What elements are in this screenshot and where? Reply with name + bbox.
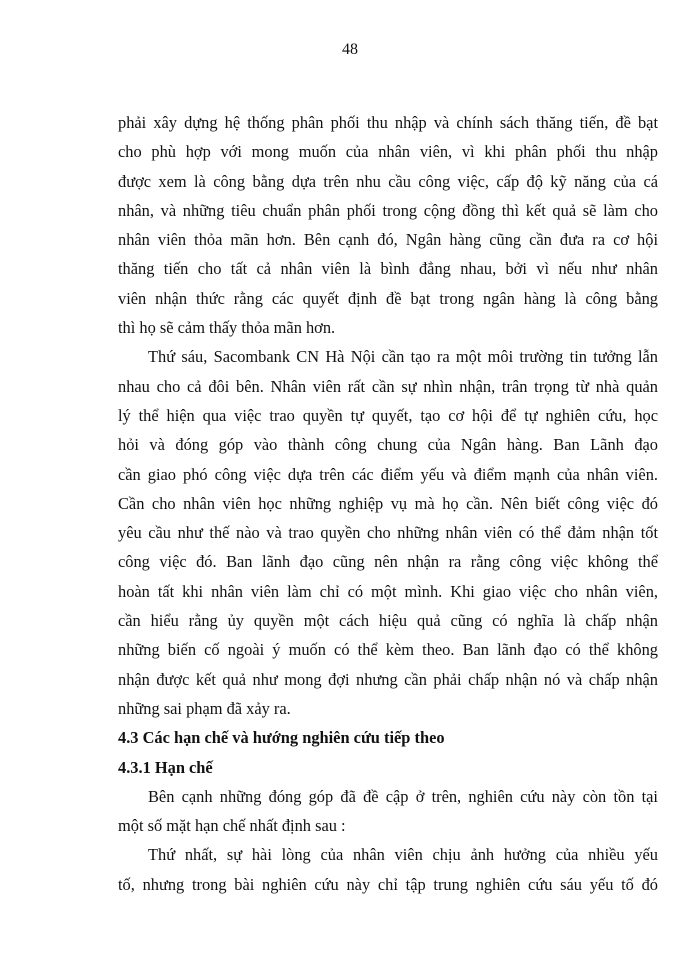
text-line: công việc đó. Ban lãnh đạo cũng nên nhận ra rằng công việc không thể — [118, 552, 658, 572]
text-line: phải xây dựng hệ thống phân phối thu nhập và chính sách thăng tiến, đề bạt — [118, 113, 658, 132]
text-line: cho phù hợp với mong muốn của nhân viên, vì khi phân phối thu nhập — [118, 142, 658, 162]
text-line: nhau cho cả đôi bên. Nhân viên rất cần sự nhìn nhận, trân trọng từ nhà quản — [118, 376, 658, 396]
text-line: hoàn tất khi nhân viên làm chỉ có một mình. Khi giao việc cho nhân viên, — [118, 581, 658, 601]
text-line: cần giao phó công việc dựa trên các điểm yếu và điểm mạnh của nhân viên. — [118, 464, 658, 484]
paragraph-1 — [118, 108, 658, 342]
page-number: 48 — [342, 41, 358, 58]
text-line: thì họ sẽ cảm thấy thỏa mãn hơn. — [118, 318, 336, 338]
text-line: cần hiểu rằng ủy quyền một cách hiệu quả cũng có nghĩa là chấp nhận — [118, 611, 658, 631]
text-line: Cần cho nhân viên học những nghiệp vụ mà họ cần. Nên biết công việc đó — [118, 493, 658, 513]
text-line: viên nhận thức rằng các quyết định đề bạt trong ngân hàng là công bằng — [118, 288, 658, 308]
text-line: được xem là công bằng dựa trên nhu cầu công việc, cấp độ kỹ năng của cá — [118, 171, 658, 191]
document-body — [118, 108, 658, 899]
text-line: một số mặt hạn chế nhất định sau : — [118, 816, 346, 836]
subsection-heading: 4.3.1 Hạn chế — [118, 757, 213, 777]
text-line: thăng tiến cho tất cả nhân viên là bình đẳng nhau, bởi vì nếu như nhân — [118, 259, 658, 279]
text-line: những sai phạm đã xảy ra. — [118, 698, 291, 718]
paragraph-4 — [118, 840, 658, 899]
text-line: yêu cầu như thế nào và trao quyền cho những nhân viên có thể đảm nhận tốt — [118, 523, 658, 543]
text-line: nhận được kết quả như mong đợi nhưng cần phải chấp nhận nó và chấp nhận — [118, 669, 658, 689]
text-line: Bên cạnh những đóng góp đã đề cập ở trên, nghiên cứu này còn tồn tại — [148, 786, 658, 806]
text-line: nhân, và những tiêu chuẩn phân phối trong cộng đồng thì kết quả sẽ làm cho — [118, 200, 658, 220]
text-line: lý thể hiện qua việc trao quyền tự quyết, tạo cơ hội để tự nghiên cứu, học — [118, 405, 658, 425]
text-line: những biến cố ngoài ý muốn có thể kèm theo. Ban lãnh đạo có thể không — [118, 640, 658, 660]
paragraph-2 — [118, 342, 658, 723]
text-line: nhân viên thỏa mãn hơn. Bên cạnh đó, Ngân hàng cũng cần đưa ra cơ hội — [118, 230, 658, 250]
text-line: Thứ nhất, sự hài lòng của nhân viên chịu ảnh hưởng của nhiều yếu — [148, 845, 658, 865]
paragraph-3 — [118, 782, 658, 841]
text-line: tố, nhưng trong bài nghiên cứu này chỉ tập trung nghiên cứu sáu yếu tố đó — [118, 874, 658, 894]
section-heading: 4.3 Các hạn chế và hướng nghiên cứu tiếp theo — [118, 728, 445, 748]
text-line: hỏi và đóng góp vào thành công chung của Ngân hàng. Ban Lãnh đạo — [118, 435, 658, 455]
text-line: Thứ sáu, Sacombank CN Hà Nội cần tạo ra một môi trường tin tưởng lẫn — [148, 347, 658, 367]
